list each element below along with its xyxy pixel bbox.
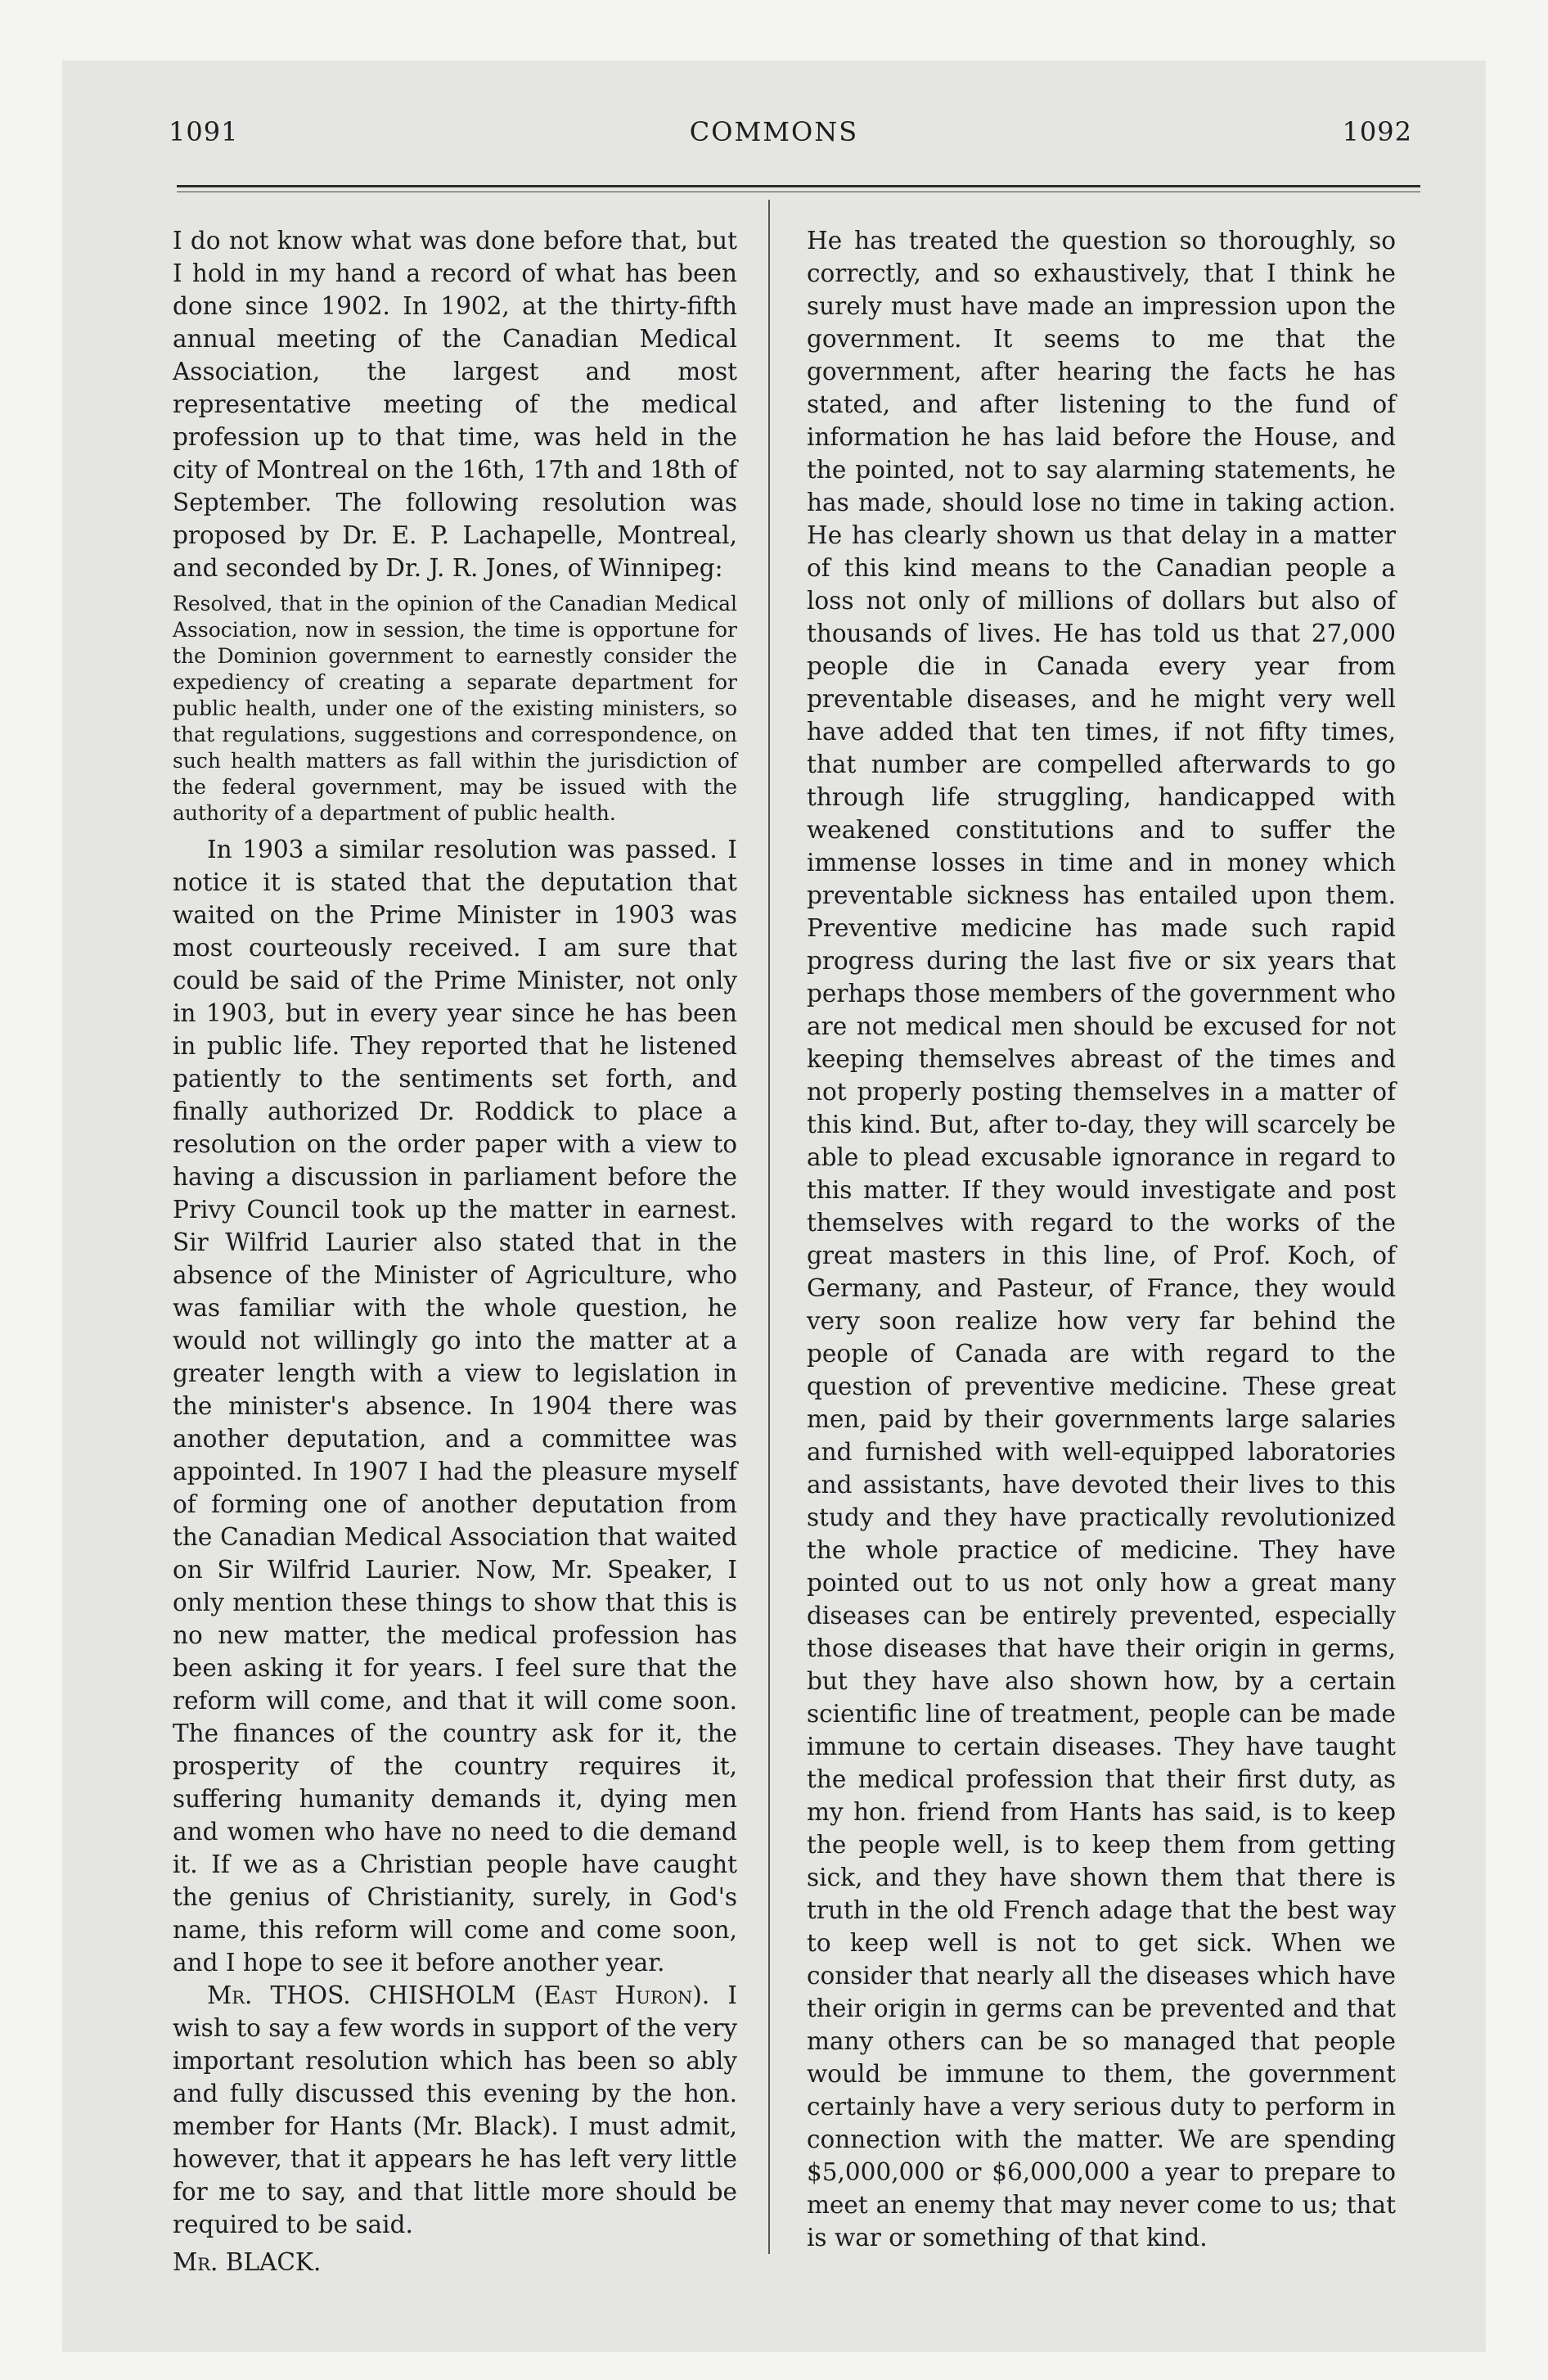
- speaker-paragraph: [173, 1979, 737, 2241]
- column-divider: [768, 200, 770, 2254]
- footer-speaker: Mr. BLACK.: [173, 2248, 322, 2276]
- page-number-left: 1091: [169, 116, 239, 147]
- speaker-text: I wish to say a few words in support of the very important resolution which has been so ably and fully discussed this evening by the hon. member for Hants (Mr. Black). I must admit, however, that it appears he has left very little for me to say, and that little more should be required to be said.: [173, 1981, 737, 2238]
- document-page: [62, 61, 1486, 2352]
- right-column: [807, 224, 1396, 2254]
- quoted-resolution: Resolved, that in the opinion of the Canadian Medical Association, now in session, the time is opportune for the Dominion government to earnestly consider the expediency of creating a separate department for public health, under one of the existing ministers, so that regulations, suggestions and correspondence, on such health matters as fall within the jurisdiction of the federal government, may be issued with the authority of a department of public health.: [173, 592, 737, 825]
- paragraph: In 1903 a similar resolution was passed. I notice it is stated that the deputation that waited on the Prime Minister in 1903 was most courteously received. I am sure that could be said of the Prime Minister, not only in 1903, but in every year since he has been in public life. They reported that he listened patiently to the sentiments set forth, and finally authorized Dr. Roddick to place a resolution on the order paper with a view to having a discussion in parliament before the Privy Council took up the matter in earnest. Sir Wilfrid Laurier also stated that in the absence of the Minister of Agriculture, who was familiar with the whole question, he would not willingly go into the matter at a greater length with a view to legislation in the minister's absence. In 1904 there was another deputation, and a committee was appointed. In 1907 I had the pleasure myself of forming one of another deputation from the Canadian Medical Association that waited on Sir Wilfrid Laurier. Now, Mr. Speaker, I only mention these things to show that this is no new matter, the medical profession has been asking it for years. I feel sure that the reform will come, and that it will come soon. The finances of the country ask for it, the prosperity of the country requires it, suffering humanity demands it, dying men and women who have no need to die demand it. If we as a Christian people have caught the genius of Christianity, surely, in God's name, this reform will come and come soon, and I hope to see it before another year.: [173, 836, 737, 1977]
- paragraph: I do not know what was done before that, but I hold in my hand a record of what has been done since 1902. In 1902, at the thirty-fifth annual meeting of the Canadian Medical Association, the largest and most representative meeting of the medical profession up to that time, was held in the city of Montreal on the 16th, 17th and 18th of September. The following resolution was proposed by Dr. E. P. Lachapelle, Montreal, and seconded by Dr. J. R. Jones, of Winnipeg:: [173, 227, 737, 582]
- paragraph: He has treated the question so thoroughly, so correctly, and so exhaustively, that I think he surely must have made an impression upon the government. It seems to me that the government, after hearing the facts he has stated, and after listening to the fund of information he has laid before the House, and the pointed, not to say alarming statements, he has made, should lose no time in taking action. He has clearly shown us that delay in a matter of this kind means to the Canadian people a loss not only of millions of dollars but also of thousands of lives. He has told us that 27,000 people die in Canada every year from preventable diseases, and he might very well have added that ten times, if not fifty times, that number are compelled afterwards to go through life struggling, handicapped with weakened constitutions and to suffer the immense losses in time and in money which preventable sickness has entailed upon them. Preventive medicine has made such rapid progress during the last five or six years that perhaps those members of the government who are not medical men should be excused for not keeping themselves abreast of the times and not properly posting themselves in a matter of this kind. But, after to-day, they will scarcely be able to plead excusable ignorance in regard to this matter. If they would investigate and post themselves with regard to the works of the great masters in this line, of Prof. Koch, of Germany, and Pasteur, of France, they would very soon realize how very far behind the people of Canada are with regard to the question of preventive medicine. These great men, paid by their governments large salaries and furnished with well-equipped laboratories and assistants, have devoted their lives to this study and they have practically revolutionized the whole practice of medicine. They have pointed out to us not only how a great many diseases can be entirely prevented, especially those diseases that have their origin in germs, but they have also shown how, by a certain scientific line of treatment, people can be made immune to certain diseases. They have taught the medical profession that their first duty, as my hon. friend from Hants has said, is to keep the people well, is to keep them from getting sick, and they have shown them that there is truth in the old French adage that the best way to keep well is not to get sick. When we consider that nearly all the diseases which have their origin in germs can be prevented and that many others can be so managed that people would be immune to them, the government certainly have a very serious duty to perform in connection with the matter. We are spending $5,000,000 or $6,000,000 a year to prepare to meet an enemy that may never come to us; that is war or something of that kind.: [807, 227, 1396, 2252]
- page-number-right: 1092: [1342, 116, 1412, 147]
- running-header: [62, 61, 1486, 216]
- left-column: [173, 224, 737, 2279]
- speaker-name: Mr. THOS. CHISHOLM (East Huron).: [207, 1981, 710, 2009]
- running-title: COMMONS: [689, 116, 859, 147]
- header-rule: [177, 185, 1420, 187]
